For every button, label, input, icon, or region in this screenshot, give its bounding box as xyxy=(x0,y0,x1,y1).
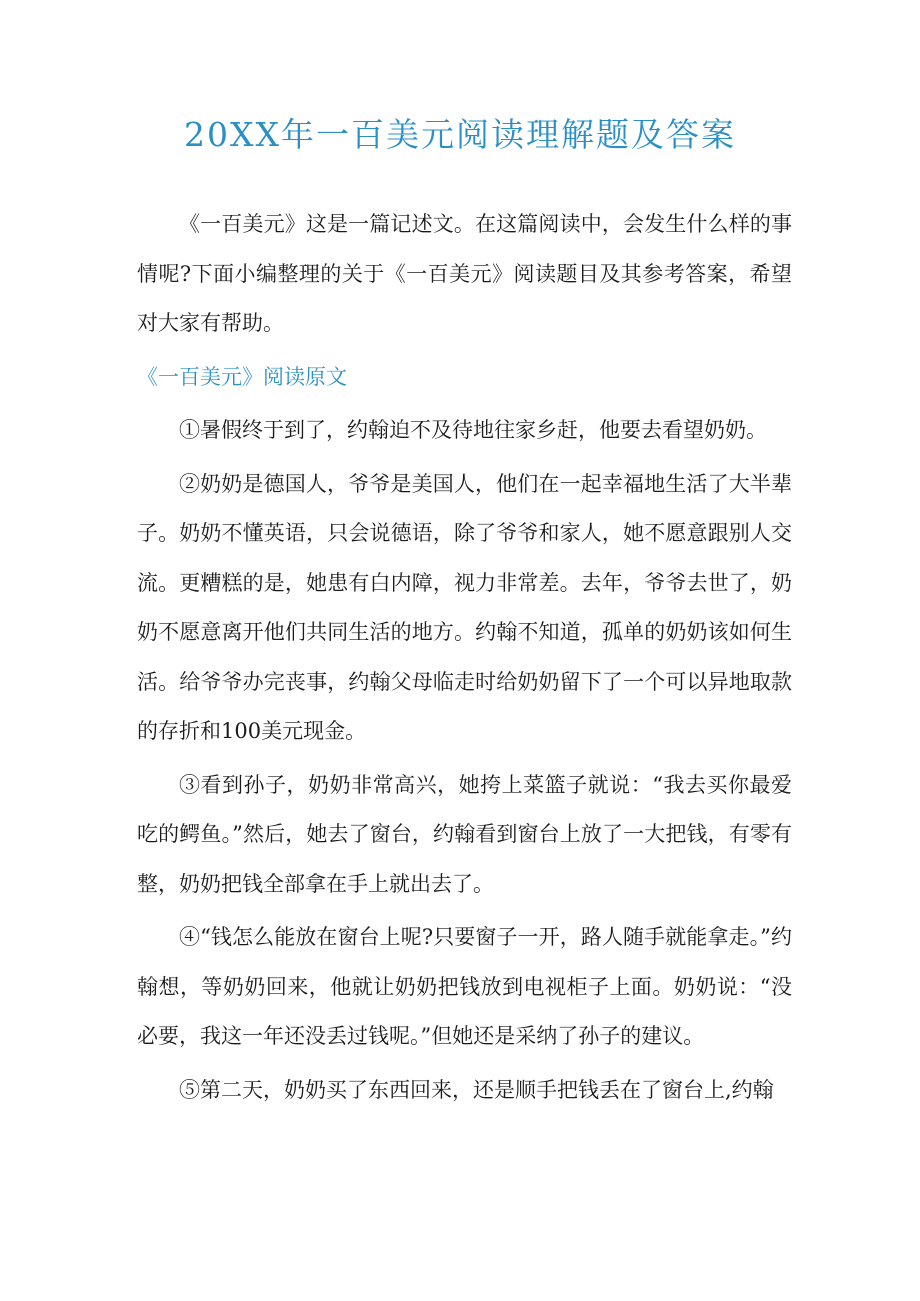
paragraph-4: ④“钱怎么能放在窗台上呢?只要窗子一开，路人随手就能拿走。”约翰想，等奶奶回来，他就让奶奶把钱放到电视柜子上面。奶奶说：“没必要，我这一年还没丢过钱呢。”但她还是采纳了孙子的建议。 xyxy=(137,925,792,1048)
paragraph-3: ③看到孙子，奶奶非常高兴，她挎上菜篮子就说：“我去买你最爱吃的鳄鱼。”然后，她去了窗台，约翰看到窗台上放了一大把钱，有零有整，奶奶把钱全部拿在手上就出去了。 xyxy=(137,772,792,896)
section-heading: 《一百美元》阅读原文 xyxy=(137,364,347,389)
paragraph-2: ②奶奶是德国人，爷爷是美国人，他们在一起幸福地生活了大半辈子。奶奶不懂英语，只会说德语，除了爷爷和家人，她不愿意跟别人交流。更糟糕的是，她患有白内障，视力非常差。去年，爷爷去世了，奶奶不愿意离开他们共同生活的地方。约翰不知道，孤单的奶奶该如何生活。给爷爷办完丧事，约翰父母临走时给奶奶留下了一个可以异地取款的存折和100美元现金。 xyxy=(137,471,792,743)
intro-paragraph: 《一百美元》这是一篇记述文。在这篇阅读中，会发生什么样的事情呢?下面小编整理的关于《一百美元》阅读题目及其参考答案，希望对大家有帮助。 xyxy=(137,212,792,335)
document-body xyxy=(137,200,792,1119)
paragraph-5: ⑤第二天，奶奶买了东西回来，还是顺手把钱丢在了窗台上,约翰 xyxy=(179,1077,774,1102)
document-title: 20XX年一百美元阅读理解题及答案 xyxy=(184,115,736,154)
paragraph-1: ①暑假终于到了，约翰迫不及待地往家乡赶，他要去看望奶奶。 xyxy=(179,418,767,442)
